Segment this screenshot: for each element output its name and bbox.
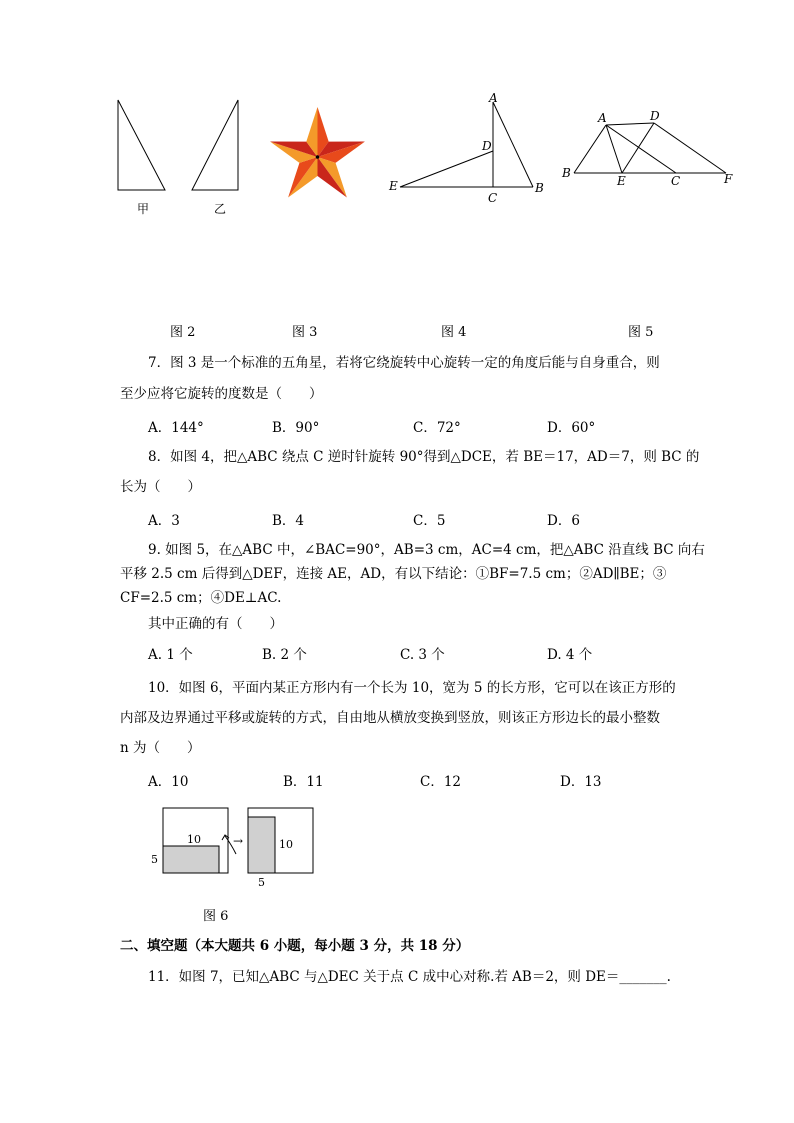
q10-line-2: 内部及边界通过平移或旋转的方式，自由地从横放变换到竖放，则该正方形边长的最小整数: [120, 710, 660, 726]
point-A: A: [489, 91, 498, 105]
q7-option-a[interactable]: A．144°: [148, 420, 204, 436]
label-yi: 乙: [213, 202, 227, 216]
caption-figure-6: 图 6: [203, 909, 229, 924]
q7-option-d[interactable]: D．60°: [547, 420, 596, 436]
triangle-jia: [118, 100, 165, 190]
label-width-right: 5: [258, 876, 265, 889]
figure-5-translation: [558, 105, 743, 190]
arrow-right-icon: →: [233, 834, 244, 848]
q10-option-d[interactable]: D．13: [560, 774, 602, 790]
point-C: C: [488, 191, 498, 205]
rectangle-horizontal: [163, 846, 219, 873]
q9-line-1: 9. 如图 5，在△ABC 中，∠BAC=90°，AB=3 cm，AC=4 cm，把△ABC 沿直线 BC 向右: [148, 542, 705, 558]
triangle-yi: [192, 100, 238, 190]
point-D: D: [650, 109, 660, 123]
q8-line-2: 长为（ ）: [120, 479, 201, 495]
q9-line-4: 其中正确的有（ ）: [148, 616, 283, 632]
q9-option-b[interactable]: B. 2 个: [262, 647, 307, 663]
q10-option-c[interactable]: C．12: [420, 774, 462, 790]
figure-3-star: [265, 103, 370, 203]
star-icon: [270, 107, 365, 197]
q7-option-b[interactable]: B．90°: [272, 420, 320, 436]
q10-option-a[interactable]: A．10: [148, 774, 189, 790]
label-length-right: 10: [279, 838, 293, 851]
point-A: A: [598, 111, 607, 125]
point-B: B: [535, 181, 544, 195]
caption-figure-4: 图 4: [441, 325, 467, 340]
section-2-heading: 二、填空题（本大题共 6 小题，每小题 3 分，共 18 分）: [120, 938, 470, 954]
q8-line-1: 8．如图 4，把△ABC 绕点 C 逆时针旋转 90°得到△DCE，若 BE＝17，AD＝7，则 BC 的: [148, 449, 700, 465]
label-width-left: 5: [151, 853, 158, 866]
label-jia: 甲: [136, 202, 150, 216]
q7-option-c[interactable]: C．72°: [413, 420, 461, 436]
figure-6-square-rectangle: [145, 800, 325, 892]
label-length-left: 10: [187, 833, 201, 846]
figure-4-rotation: [385, 90, 550, 205]
point-B: B: [562, 166, 571, 180]
q9-line-3: CF=2.5 cm；④DE⊥AC.: [120, 590, 282, 606]
q8-option-a[interactable]: A．3: [148, 513, 180, 529]
point-D: D: [482, 139, 492, 153]
q10-line-1: 10．如图 6，平面内某正方形内有一个长为 10，宽为 5 的长方形，它可以在该正方形的: [148, 680, 676, 696]
q7-line-1: 7．图 3 是一个标准的五角星，若将它绕旋转中心旋转一定的角度后能与自身重合，则: [148, 355, 660, 371]
caption-figure-2: 图 2: [170, 325, 196, 340]
q9-option-a[interactable]: A. 1 个: [148, 647, 193, 663]
q10-option-b[interactable]: B．11: [283, 774, 324, 790]
point-E: E: [389, 179, 398, 193]
q8-option-b[interactable]: B．4: [272, 513, 305, 529]
q10-line-3: n 为（ ）: [120, 740, 201, 756]
point-F: F: [724, 172, 733, 186]
q11-line: 11．如图 7，已知△ABC 与△DEC 关于点 C 成中心对称.若 AB＝2，则 DE＝_______.: [148, 969, 671, 985]
q9-option-d[interactable]: D. 4 个: [547, 647, 593, 663]
rectangle-vertical: [248, 817, 275, 873]
caption-figure-5: 图 5: [628, 325, 654, 340]
point-C: C: [671, 174, 681, 188]
caption-figure-3: 图 3: [292, 325, 318, 340]
q9-option-c[interactable]: C. 3 个: [400, 647, 445, 663]
q8-option-c[interactable]: C．5: [413, 513, 446, 529]
point-E: E: [617, 174, 626, 188]
q8-option-d[interactable]: D．6: [547, 513, 580, 529]
q9-line-2: 平移 2.5 cm 后得到△DEF，连接 AE，AD，有以下结论：①BF=7.5 cm；②AD∥BE；③: [120, 566, 667, 582]
q7-line-2: 至少应将它旋转的度数是（ ）: [120, 386, 323, 402]
figure-2-triangles: [110, 95, 250, 220]
